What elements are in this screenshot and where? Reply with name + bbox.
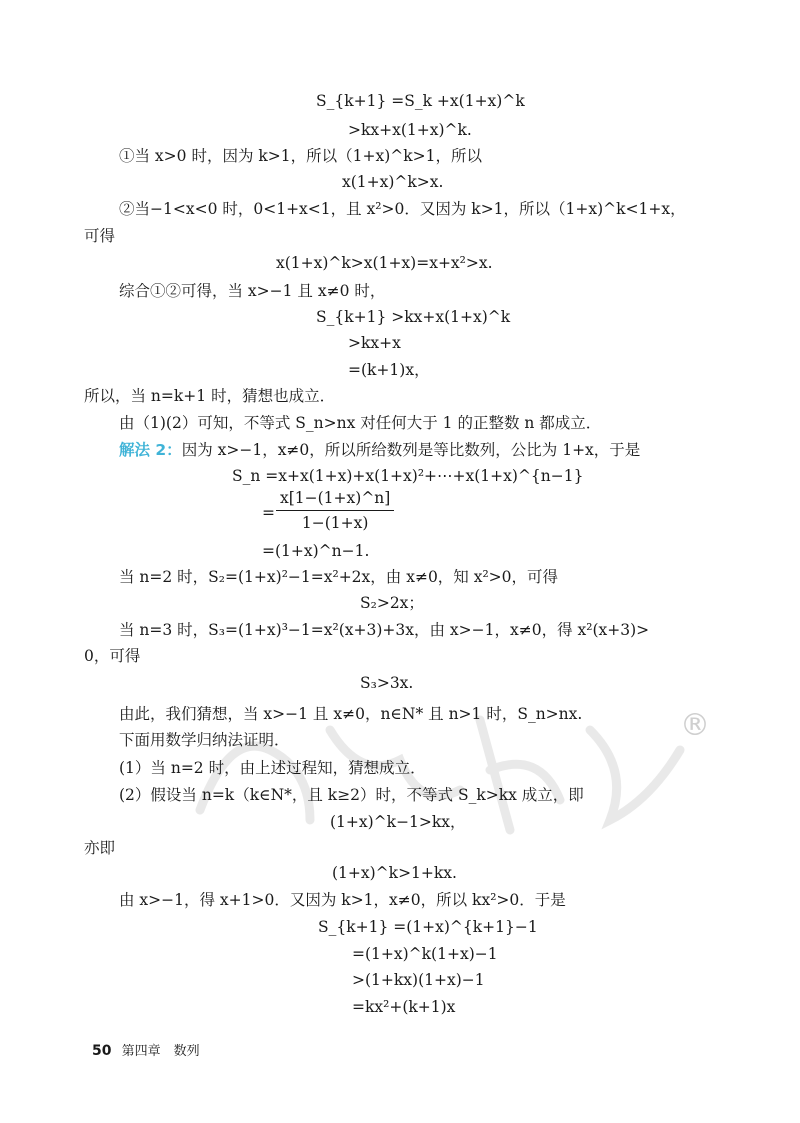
case-n3-continue: 0，可得 (84, 647, 141, 665)
eq-final-2: =(1+x)^k(1+x)−1 (352, 945, 498, 963)
case-n3-result: S₃>3x. (360, 674, 414, 692)
page-footer (92, 1040, 200, 1059)
step-reasoning: 由 x>−1，得 x+1>0．又因为 k>1，x≠0，所以 kx²>0．于是 (119, 891, 566, 909)
eq-line-s-k1: S_{k+1} >kx+x(1+x)^k (316, 308, 511, 326)
also-text: 亦即 (84, 839, 116, 857)
eq-sum-sn: S_n =x+x(1+x)+x(1+x)²+⋯+x(1+x)^{n−1} (232, 467, 584, 485)
case-1-result: x(1+x)^k>x. (342, 173, 444, 191)
eq-line-k1x: =(k+1)x， (348, 361, 430, 379)
case-n3-text: 当 n=3 时，S₃=(1+x)³−1=x²(x+3)+3x，由 x>−1，x≠0，得 x²(x+3)> (119, 621, 650, 639)
case-n2-result: S₂>2x； (360, 594, 424, 612)
eq-final-1: S_{k+1} =(1+x)^{k+1}−1 (318, 918, 538, 936)
method-2-text: 因为 x>−1，x≠0，所以所给数列是等比数列，公比为 1+x，于是 (181, 441, 641, 459)
registered-mark: ® (680, 708, 710, 743)
case-2-result: x(1+x)^k>x(1+x)=x+x²>x. (276, 254, 493, 272)
case-2-text: ②当−1<x<0 时，0<1+x<1，且 x²>0．又因为 k>1，所以（1+x)^k<1+x， (119, 200, 686, 218)
hypothesis-equivalent: (1+x)^k>1+kx. (332, 864, 457, 882)
case-n2-text: 当 n=2 时，S₂=(1+x)²−1=x²+2x，由 x≠0，知 x²>0，可得 (119, 568, 559, 586)
combine-text: 综合①②可得，当 x>−1 且 x≠0 时， (119, 282, 386, 300)
conclusion-all-n: 由（1)(2）可知，不等式 S_n>nx 对任何大于 1 的正整数 n 都成立． (119, 414, 602, 432)
fraction-numerator: x[1−(1+x)^n] (276, 488, 394, 511)
eq-line-2: >kx+x(1+x)^k. (348, 121, 472, 139)
fraction-denominator: 1−(1+x) (301, 514, 369, 532)
eq-line-kx-x: >kx+x (348, 334, 401, 352)
eq-sum-result: =(1+x)^n−1. (262, 542, 370, 560)
eq-final-4: =kx²+(k+1)x (352, 998, 456, 1016)
eq-final-3: >(1+kx)(1+x)−1 (352, 971, 485, 989)
induction-intro: 下面用数学归纳法证明． (119, 731, 290, 749)
induction-hypothesis: (1+x)^k−1>kx， (330, 813, 466, 831)
case-1-text: ①当 x>0 时，因为 k>1，所以（1+x)^k>1，所以 (119, 147, 482, 165)
method-2-paragraph (119, 440, 640, 460)
induction-step-1: (1）当 n=2 时，由上述过程知，猜想成立． (119, 759, 426, 777)
method-2-label: 解法 2： (119, 441, 182, 459)
induction-step-2: (2）假设当 n=k（k∈N*，且 k≥2）时，不等式 S_k>kx 成立，即 (119, 786, 584, 804)
sum-fraction (276, 488, 394, 533)
conjecture-text: 由此，我们猜想，当 x>−1 且 x≠0，n∈N* 且 n>1 时，S_n>nx. (119, 705, 583, 723)
frac-equals: = (262, 504, 275, 522)
conclusion-n-k1: 所以，当 n=k+1 时，猜想也成立． (84, 387, 336, 405)
case-2-continue: 可得 (84, 227, 116, 245)
eq-line-1: S_{k+1} =S_k +x(1+x)^k (316, 92, 525, 110)
chapter-title: 第四章 数列 (121, 1044, 200, 1059)
page-number: 50 (92, 1043, 112, 1059)
